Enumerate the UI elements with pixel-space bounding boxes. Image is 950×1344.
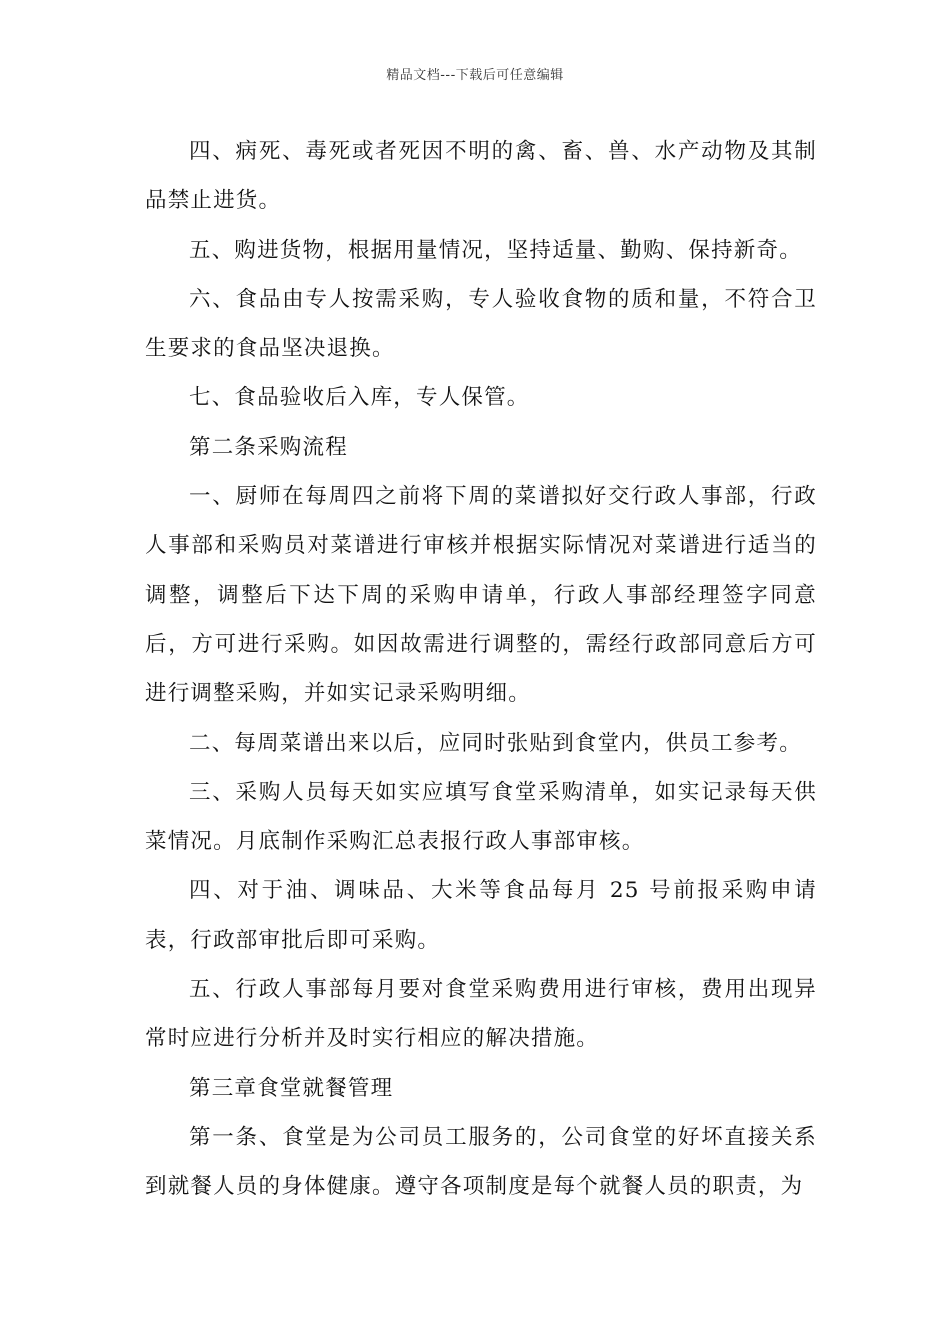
paragraph-process-3-daily-record: 三、采购人员每天如实应填写食堂采购清单，如实记录每天供菜情况。月底制作采购汇总表报行政人事部审核。: [145, 779, 817, 855]
document-body: [145, 127, 817, 1212]
paragraph-rule-7-storage: 七、食品验收后入库，专人保管。: [189, 385, 530, 411]
paragraph-process-4-monthly-request: 四、对于油、调味品、大米等食品每月 25 号前报采购申请表，行政部审批后即可采购。: [145, 878, 817, 953]
paragraph-process-1-menu: 一、厨师在每周四之前将下周的菜谱拟好交行政人事部，行政人事部和采购员对菜谱进行审核并根据实际情况对菜谱进行适当的调整，调整后下达下周的采购申请单，行政人事部经理签字同意后，方可进行采购。如因故需进行调整的，需经行政部同意后方可进行调整采购，并如实记录采购明细。: [145, 484, 817, 707]
paragraph-dining-article-1: 第一条、食堂是为公司员工服务的，公司食堂的好坏直接关系到就餐人员的身体健康。遵守各项制度是每个就餐人员的职责，为: [145, 1124, 817, 1200]
paragraph-rule-5-purchase-quantity: 五、购进货物，根据用量情况，坚持适量、勤购、保持新奇。: [189, 237, 802, 263]
section-heading-purchase-process: 第二条采购流程: [189, 434, 348, 460]
paragraph-process-2-posting: 二、每周菜谱出来以后，应同时张贴到食堂内，供员工参考。: [189, 730, 802, 756]
paragraph-rule-4-diseased-animals: 四、病死、毒死或者死因不明的禽、畜、兽、水产动物及其制品禁止进货。: [145, 139, 817, 214]
paragraph-rule-6-inspection: 六、食品由专人按需采购，专人验收食物的质和量，不符合卫生要求的食品坚决退换。: [145, 286, 817, 362]
chapter-heading-dining-management: 第三章食堂就餐管理: [189, 1075, 394, 1101]
page-header: 精品文档---下载后可任意编辑: [386, 68, 564, 83]
paragraph-process-5-cost-review: 五、行政人事部每月要对食堂采购费用进行审核，费用出现异常时应进行分析并及时实行相应的解决措施。: [145, 977, 817, 1052]
